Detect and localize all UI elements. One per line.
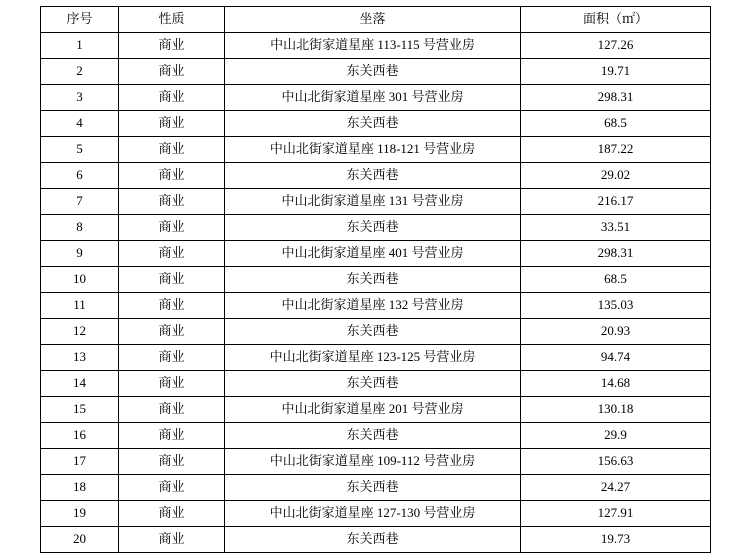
cell-location: 中山北街家道星座 201 号营业房 [225, 397, 521, 423]
cell-area: 20.93 [521, 319, 711, 345]
table-row [41, 475, 711, 501]
cell-area: 187.22 [521, 137, 711, 163]
cell-area: 68.5 [521, 267, 711, 293]
cell-area: 127.91 [521, 501, 711, 527]
table-row [41, 319, 711, 345]
cell-area: 298.31 [521, 241, 711, 267]
cell-area: 68.5 [521, 111, 711, 137]
cell-location: 东关西巷 [225, 423, 521, 449]
cell-nature: 商业 [119, 527, 225, 553]
cell-seq: 17 [41, 449, 119, 475]
cell-location: 中山北街家道星座 401 号营业房 [225, 241, 521, 267]
column-header-seq: 序号 [41, 7, 119, 33]
cell-seq: 9 [41, 241, 119, 267]
cell-area: 19.73 [521, 527, 711, 553]
table-header-row [41, 7, 711, 33]
cell-area: 94.74 [521, 345, 711, 371]
cell-area: 14.68 [521, 371, 711, 397]
cell-area: 156.63 [521, 449, 711, 475]
cell-area: 24.27 [521, 475, 711, 501]
table-row [41, 137, 711, 163]
cell-nature: 商业 [119, 189, 225, 215]
cell-seq: 20 [41, 527, 119, 553]
cell-area: 298.31 [521, 85, 711, 111]
cell-seq: 10 [41, 267, 119, 293]
cell-nature: 商业 [119, 319, 225, 345]
cell-seq: 11 [41, 293, 119, 319]
table-row [41, 163, 711, 189]
table-row [41, 59, 711, 85]
cell-area: 127.26 [521, 33, 711, 59]
cell-seq: 8 [41, 215, 119, 241]
cell-seq: 16 [41, 423, 119, 449]
cell-seq: 7 [41, 189, 119, 215]
cell-nature: 商业 [119, 345, 225, 371]
cell-nature: 商业 [119, 449, 225, 475]
cell-location: 东关西巷 [225, 215, 521, 241]
cell-seq: 6 [41, 163, 119, 189]
cell-seq: 15 [41, 397, 119, 423]
cell-nature: 商业 [119, 267, 225, 293]
cell-location: 中山北街家道星座 109-112 号营业房 [225, 449, 521, 475]
cell-location: 东关西巷 [225, 475, 521, 501]
cell-nature: 商业 [119, 137, 225, 163]
cell-location: 东关西巷 [225, 267, 521, 293]
cell-location: 中山北街家道星座 123-125 号营业房 [225, 345, 521, 371]
cell-location: 中山北街家道星座 113-115 号营业房 [225, 33, 521, 59]
cell-location: 中山北街家道星座 131 号营业房 [225, 189, 521, 215]
cell-nature: 商业 [119, 33, 225, 59]
cell-seq: 1 [41, 33, 119, 59]
table-row [41, 33, 711, 59]
cell-nature: 商业 [119, 475, 225, 501]
cell-location: 东关西巷 [225, 527, 521, 553]
table-row [41, 423, 711, 449]
table-row [41, 293, 711, 319]
cell-seq: 18 [41, 475, 119, 501]
cell-nature: 商业 [119, 293, 225, 319]
cell-area: 29.02 [521, 163, 711, 189]
cell-area: 135.03 [521, 293, 711, 319]
table-row [41, 501, 711, 527]
table-row [41, 215, 711, 241]
cell-nature: 商业 [119, 423, 225, 449]
table-row [41, 449, 711, 475]
cell-location: 东关西巷 [225, 111, 521, 137]
cell-seq: 2 [41, 59, 119, 85]
cell-area: 19.71 [521, 59, 711, 85]
cell-seq: 4 [41, 111, 119, 137]
cell-nature: 商业 [119, 111, 225, 137]
cell-seq: 3 [41, 85, 119, 111]
cell-location: 中山北街家道星座 118-121 号营业房 [225, 137, 521, 163]
table-row [41, 397, 711, 423]
cell-nature: 商业 [119, 85, 225, 111]
column-header-nature: 性质 [119, 7, 225, 33]
cell-seq: 12 [41, 319, 119, 345]
cell-area: 33.51 [521, 215, 711, 241]
cell-nature: 商业 [119, 371, 225, 397]
cell-nature: 商业 [119, 163, 225, 189]
cell-seq: 14 [41, 371, 119, 397]
cell-location: 东关西巷 [225, 371, 521, 397]
table-row [41, 527, 711, 553]
cell-seq: 13 [41, 345, 119, 371]
cell-nature: 商业 [119, 59, 225, 85]
table-row [41, 267, 711, 293]
cell-area: 130.18 [521, 397, 711, 423]
cell-area: 216.17 [521, 189, 711, 215]
cell-location: 东关西巷 [225, 163, 521, 189]
table-row [41, 371, 711, 397]
table-row [41, 241, 711, 267]
table-row [41, 111, 711, 137]
cell-seq: 5 [41, 137, 119, 163]
table-row [41, 85, 711, 111]
cell-seq: 19 [41, 501, 119, 527]
cell-location: 东关西巷 [225, 59, 521, 85]
table-row [41, 189, 711, 215]
table-header [41, 7, 711, 33]
table-row [41, 345, 711, 371]
property-table [40, 6, 711, 553]
column-header-area: 面积（㎡） [521, 7, 711, 33]
table-body [41, 33, 711, 553]
cell-location: 中山北街家道星座 301 号营业房 [225, 85, 521, 111]
cell-area: 29.9 [521, 423, 711, 449]
cell-nature: 商业 [119, 241, 225, 267]
cell-nature: 商业 [119, 501, 225, 527]
cell-location: 中山北街家道星座 127-130 号营业房 [225, 501, 521, 527]
cell-nature: 商业 [119, 397, 225, 423]
cell-nature: 商业 [119, 215, 225, 241]
cell-location: 中山北街家道星座 132 号营业房 [225, 293, 521, 319]
column-header-location: 坐落 [225, 7, 521, 33]
cell-location: 东关西巷 [225, 319, 521, 345]
